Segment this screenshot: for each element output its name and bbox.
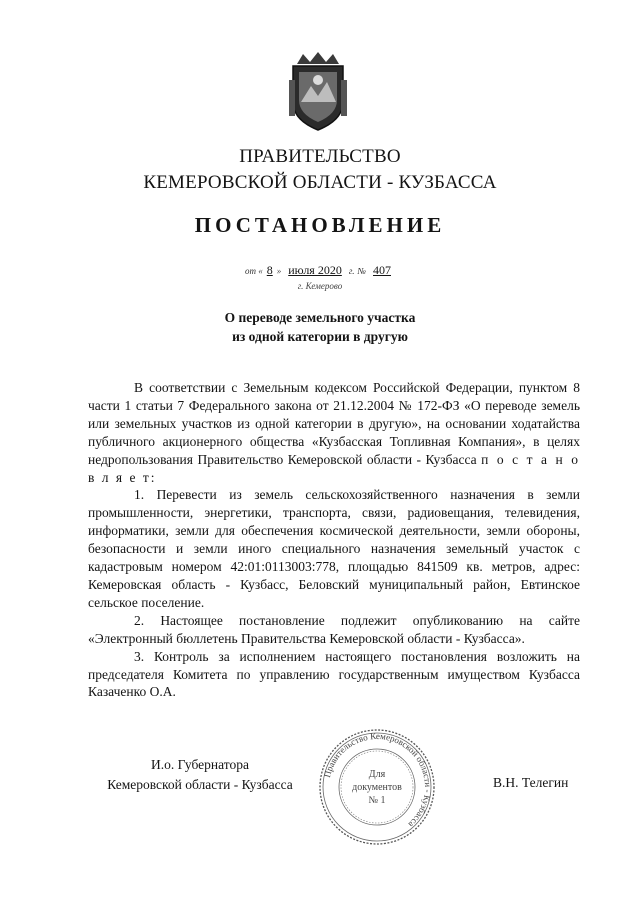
stamp-center-line-2: документов [352, 782, 402, 793]
body-intro-paragraph [88, 379, 580, 486]
issue-city: г. Кемерово [297, 281, 343, 291]
region-title: КЕМЕРОВСКОЙ ОБЛАСТИ - КУЗБАССА [143, 172, 497, 193]
body-resolves-word: п о с т а н о в л я е т: [88, 451, 580, 485]
document-type-heading: ПОСТАНОВЛЕНИЕ [194, 213, 446, 237]
stamp-ring-text: Правительство Кемеровской области - Кузбасса [321, 730, 434, 830]
number-sign: № [357, 266, 366, 276]
subject-line-2: из одной категории в другую [232, 329, 408, 344]
date-day-close: » [276, 266, 282, 276]
coat-of-arms-emblem [283, 50, 353, 132]
stamp-center-line-1: Для [368, 769, 386, 780]
signatory-name: В.Н. Телегин [493, 775, 569, 790]
official-stamp-seal [313, 727, 441, 847]
signatory-title-line-2: Кемеровской области - Кузбасса [107, 777, 293, 792]
signatory-title-line-1: И.о. Губернатора [150, 757, 249, 772]
date-day: 8 [266, 263, 273, 277]
document-body [88, 379, 580, 701]
date-year-suffix: г. [348, 266, 355, 276]
body-item-2: 2. Настоящее постановление подлежит опубликованию на сайте «Электронный бюллетень Правительства Кемеровской области - Кузбасса». [88, 612, 580, 646]
body-intro-text: В соответствии с Земельным кодексом Российской Федерации, пунктом 8 части 1 статьи 7 Федерального закона от 21.12.2004 № 172-ФЗ «О переводе земель или земельных участков из одной категории в другую», на основании ходатайства публичного акционерного общества «Кузбасская Топливная Компания», в целях недропользования Правительство Кемеровской области - Кузбасса [88, 380, 580, 467]
subject-line-1: О переводе земельного участка [224, 310, 416, 325]
signatory-title [90, 755, 310, 795]
date-and-number-line [0, 263, 640, 278]
date-month-year: июля 2020 [288, 263, 342, 277]
body-item-3: 3. Контроль за исполнением настоящего постановления возложить на председателя Комитета по управлению государственным имуществом Кузбасса Казаченко О.А. [88, 648, 580, 700]
body-item-1: 1. Перевести из земель сельскохозяйственного назначения в земли промышленности, энергетики, транспорта, связи, радиовещания, телевидения, информатики, земли для обеспечения космической деятельности, земли обороны, безопасности и земли иного специального назначения земельный участок с кадастровым номером 42:01:0113003:778, площадью 841509 кв. метров, адрес: Кемеровская область - Кузбасс, Беловский муниципальный район, Евтинское сельское поселение. [88, 487, 580, 610]
government-title: ПРАВИТЕЛЬСТВО [239, 146, 401, 167]
stamp-center-line-3: № 1 [368, 795, 386, 806]
date-prefix: от « [244, 266, 263, 276]
document-subject [0, 308, 640, 346]
document-number: 407 [373, 263, 391, 277]
